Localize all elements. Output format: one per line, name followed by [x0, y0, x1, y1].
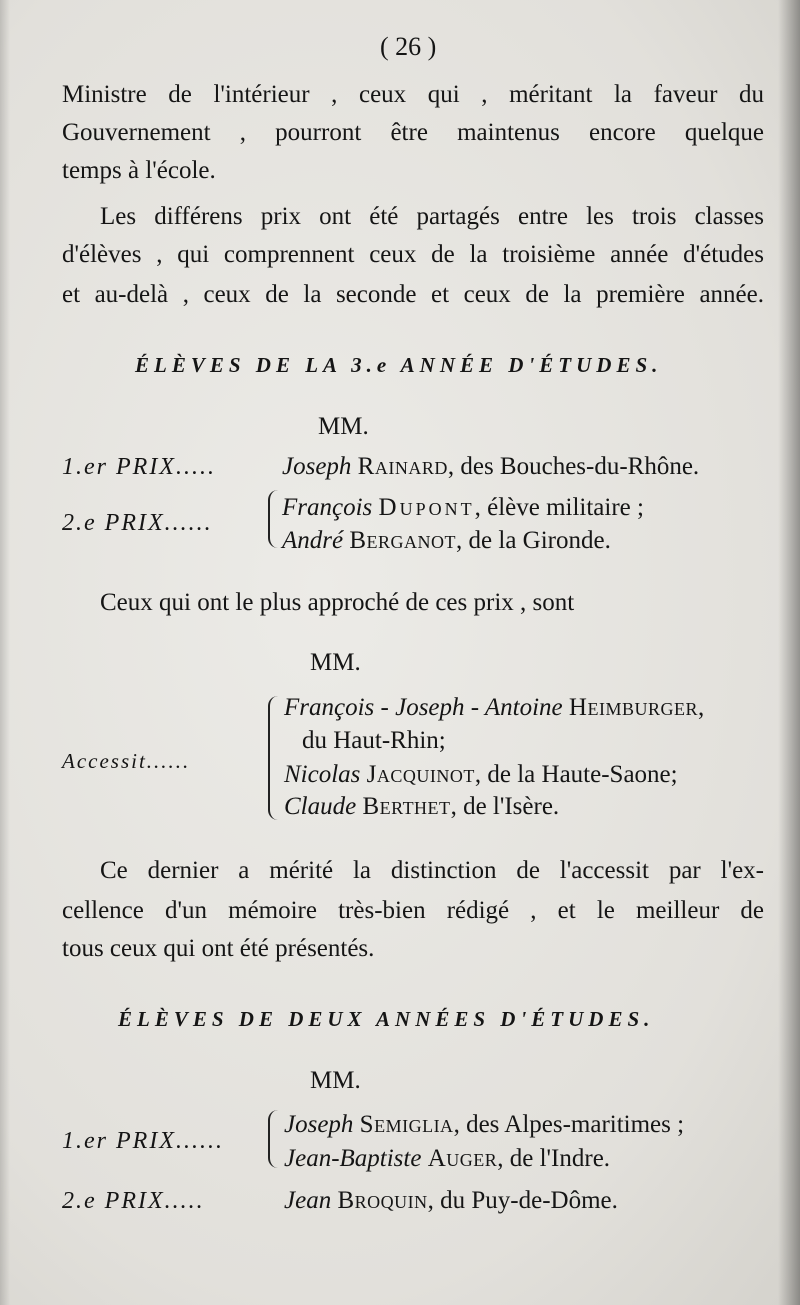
origin: , des Bouches-du-Rhône.: [447, 453, 700, 480]
origin: , de la Gironde.: [456, 527, 611, 554]
last-name: Heimburger: [568, 694, 698, 721]
s2-prix1-entry-2: [284, 1144, 610, 1174]
last-name: Berganot: [349, 527, 457, 554]
s2-prix2-entry: [284, 1186, 618, 1216]
first-name: François - Joseph - Antoine: [284, 694, 563, 721]
note-line-3: tous ceux qui ont été présentés.: [62, 935, 375, 962]
accessit-entry-4: [284, 792, 559, 822]
first-name: Claude: [284, 793, 357, 820]
first-name: Jean-Baptiste: [284, 1145, 422, 1172]
last-name: Broquin: [337, 1187, 428, 1214]
para-line-1: Les différens prix ont été partagés entre les trois classes: [100, 203, 764, 230]
first-name: François: [282, 494, 373, 521]
s1-prix1-entry: [282, 452, 699, 482]
last-name: Dupont: [378, 494, 475, 521]
s2-prix1-brace: [268, 1110, 278, 1168]
accessit-label: Accessit......: [62, 749, 191, 773]
para-line-3: et au-delà , ceux de la seconde et ceux de la première année.: [62, 281, 764, 308]
origin: , des Alpes-maritimes ;: [453, 1111, 685, 1138]
approche-line: Ceux qui ont le plus approché de ces prix , sont: [100, 589, 575, 616]
origin: , élève militaire ;: [474, 494, 644, 521]
para-line-2: d'élèves , qui comprennent ceux de la troisième année d'études: [62, 241, 764, 268]
intro-line-3: temps à l'école.: [62, 157, 216, 184]
section2-heading: ÉLÈVES DE DEUX ANNÉES D'ÉTUDES.: [118, 1007, 655, 1031]
s1-prix2-entry-2: [282, 526, 611, 556]
s1-prix2-entry-1: [282, 493, 644, 523]
last-name: Jacquinot: [366, 761, 475, 788]
intro-line-2: Gouvernement , pourront être maintenus encore quelque: [62, 119, 764, 146]
section2-mm: MM.: [310, 1067, 361, 1094]
s1-prix2-label: 2.e PRIX......: [62, 510, 213, 536]
origin: , de l'Isère.: [450, 793, 560, 820]
last-name: Berthet: [362, 793, 451, 820]
last-name: Semiglia: [359, 1111, 454, 1138]
section1-heading: ÉLÈVES DE LA 3.e ANNÉE D'ÉTUDES.: [135, 353, 663, 377]
s1-prix1-label: 1.er PRIX.....: [62, 454, 216, 480]
first-name: Nicolas: [284, 761, 361, 788]
page-edge-shadow-right: [778, 0, 800, 1305]
s2-prix1-entry-1: [284, 1110, 684, 1140]
accessit-entry-1: [284, 693, 704, 723]
origin: , de la Haute-Saone;: [474, 761, 678, 788]
section1-mm: MM.: [318, 413, 369, 440]
first-name: Joseph: [282, 453, 352, 480]
first-name: Joseph: [284, 1111, 354, 1138]
accessit-brace: [268, 696, 278, 820]
origin: , de l'Indre.: [497, 1145, 611, 1172]
first-name: André: [282, 527, 344, 554]
intro-line-1: Ministre de l'intérieur , ceux qui , méritant la faveur du: [62, 81, 764, 108]
origin: , du Puy-de-Dôme.: [427, 1187, 618, 1214]
accessit-entry-2: [302, 726, 446, 756]
first-name: Jean: [284, 1187, 332, 1214]
note-line-2: cellence d'un mémoire très-bien rédigé , et le meilleur de: [62, 897, 764, 924]
origin: du Haut-Rhin;: [302, 727, 446, 754]
origin: ,: [697, 694, 705, 721]
accessit-entry-3: [284, 760, 678, 790]
s1-prix2-brace: [268, 490, 278, 548]
note-line-1: Ce dernier a mérité la distinction de l'accessit par l'ex-: [100, 857, 764, 884]
s2-prix1-label: 1.er PRIX......: [62, 1128, 224, 1154]
s2-prix2-label: 2.e PRIX.....: [62, 1188, 205, 1214]
section1-mm2: MM.: [310, 649, 361, 676]
last-name: Auger: [427, 1145, 498, 1172]
page-number: ( 26 ): [380, 32, 437, 61]
page-edge-shadow-left: [0, 0, 10, 1305]
last-name: Rainard: [357, 453, 448, 480]
